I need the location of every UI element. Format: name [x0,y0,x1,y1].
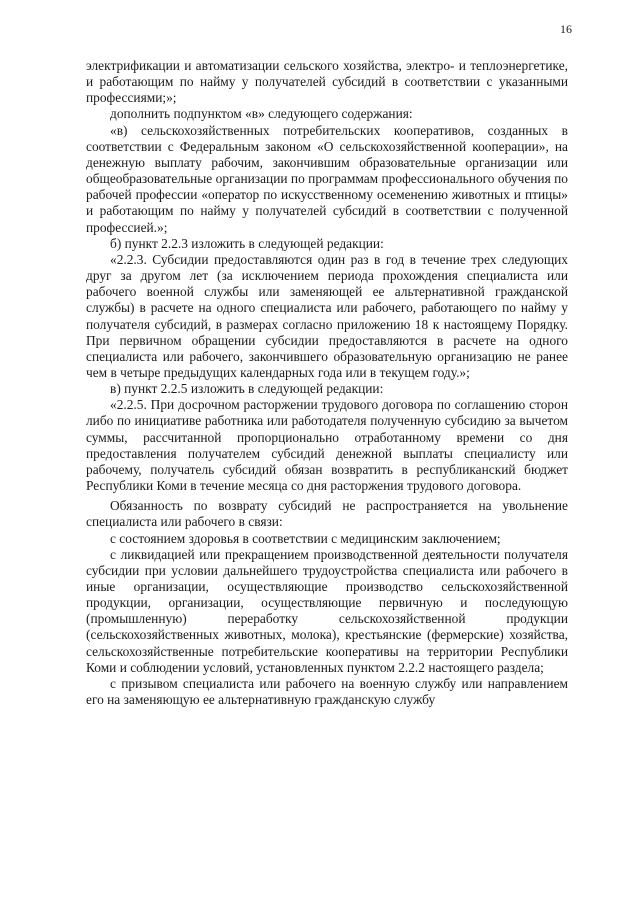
paragraph-amendment-2-2-3: б) пункт 2.2.3 изложить в следующей редакции: [110,235,384,251]
paragraph-amendment-add-v: дополнить подпунктом «в» следующего содержания: [110,106,413,122]
paragraph-liquidation: с ликвидацией или прекращением производственной деятельности получателя субсидии при условии дальнейшего трудоустройства специалиста или рабочего в иные организации, осуществляющие производство сельскохозяйственной продукции, организации, осуществляющие первичную и последующую (промышленную) переработку сельскохозяйственной продукции (сельскохозяйственных животных, молока), крестьянские (фермерские) хозяйства, сельскохозяйственные потребительские кооперативы на территории Республики Коми и соблюдении условий, установленных пунктом 2.2.2 настоящего раздела; [86,546,568,675]
paragraph-2-2-3: «2.2.3. Субсидии предоставляются один раз в год в течение трех следующих друг за другом лет (за исключением периода прохождения специалиста или рабочего военной службы или заменяющей ее альтернативной гражданской службы) в расчете на одного специалиста или рабочего, работающего по найму у получателя субсидий, в размерах согласно приложению 18 к настоящему Порядку. При первичном обращении субсидии предоставляются в расчете на одного специалиста или рабочего, закончившего образовательную организацию не ранее чем в четыре предыдущих календарных года или в текущем году.»; [86,251,568,380]
paragraph-2-2-5: «2.2.5. При досрочном расторжении трудового договора по соглашению сторон либо по инициативе работника или работодателя полученную субсидию за вычетом суммы, рассчитанной пропорционально отработанному времени со дня предоставления получателем субсидий денежной выплаты специалисту или рабочему, получатель субсидий обязан возвратить в республиканский бюджет Республики Коми в течение месяца со дня расторжения трудового договора. [86,397,568,494]
paragraph-military: с призывом специалиста или рабочего на военную службу или направлением его на заменяющую ее альтернативную гражданскую службу [86,675,568,708]
paragraph-health: с состоянием здоровья в соответствии с медицинским заключением; [110,530,501,546]
paragraph-return-obligation: Обязанность по возврату субсидий не распространяется на увольнение специалиста или рабочего в связи: [86,498,568,530]
paragraph-subpoint-v: «в) сельскохозяйственных потребительских кооперативов, созданных в соответствии с Федеральным законом «О сельскохозяйственной кооперации», на денежную выплату рабочим, закончившим образовательные организации или общеобразовательные организации по программам профессионального обучения по рабочей профессии «оператор по искусственному осеменению животных и птицы» и работающим по найму у получателей субсидий в соответствии с полученной профессией.»; [86,122,568,235]
page-number: 16 [560,22,572,36]
paragraph-continuation: электрификации и автоматизации сельского хозяйства, электро- и теплоэнергетике, и работающим по найму у получателей субсидий в соответствии с указанными профессиями;»; [86,58,568,106]
document-body [86,58,568,708]
paragraph-amendment-2-2-5: в) пункт 2.2.5 изложить в следующей редакции: [110,381,384,397]
